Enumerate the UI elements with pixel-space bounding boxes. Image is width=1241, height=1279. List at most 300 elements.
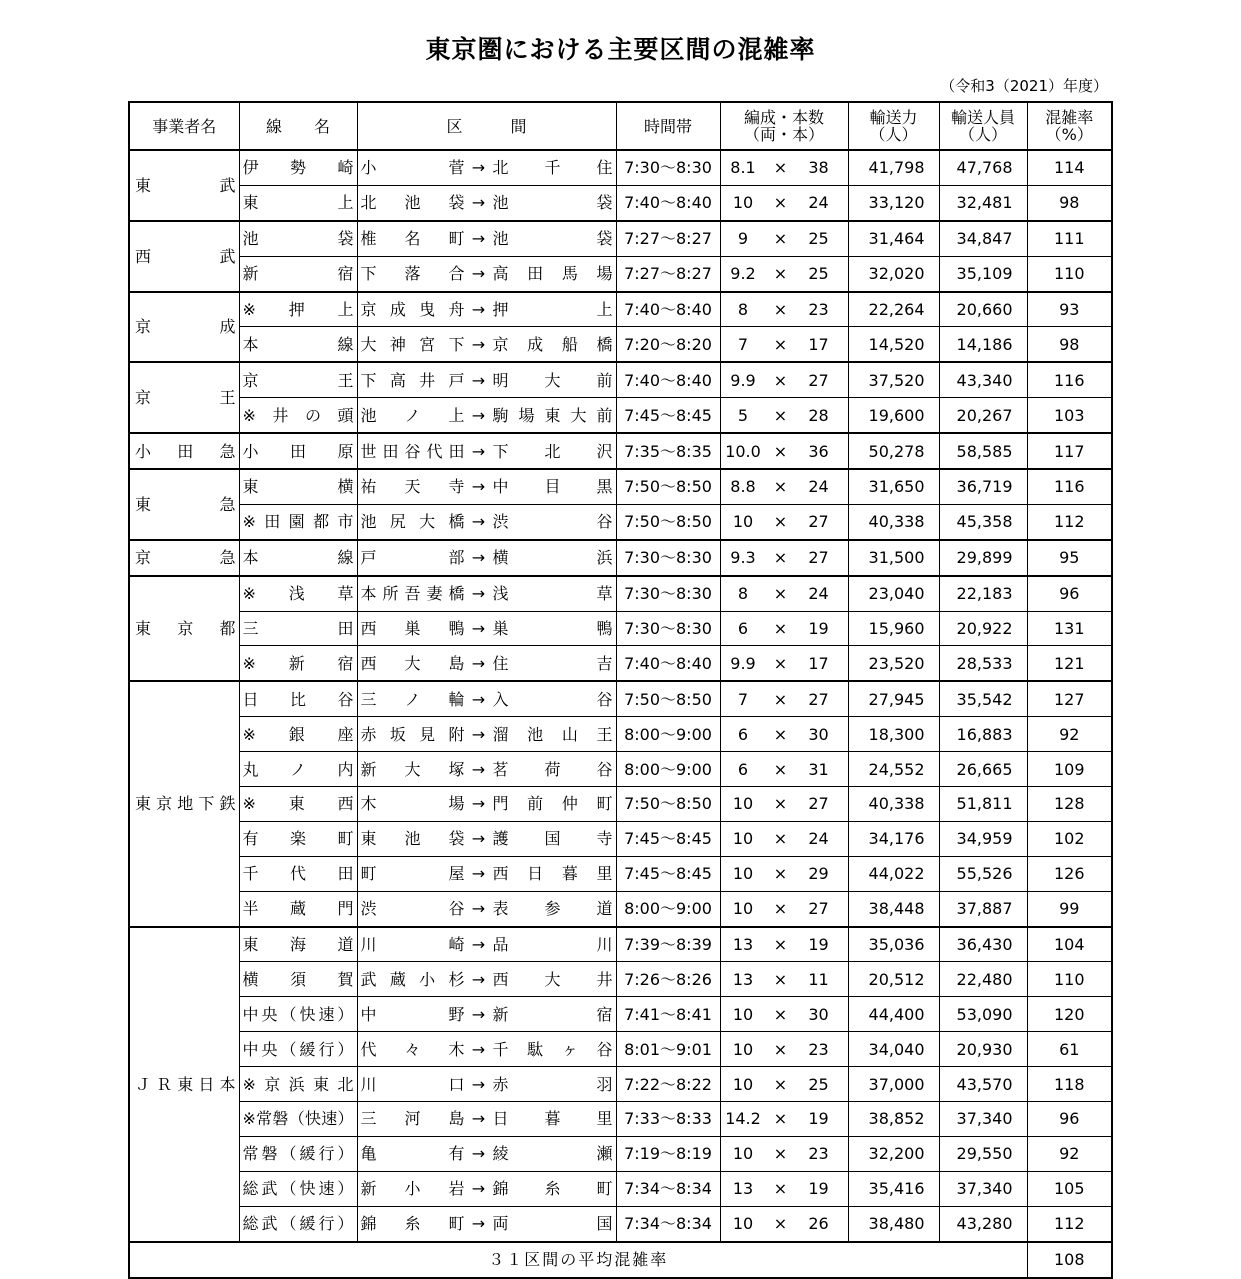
section-wrap bbox=[358, 470, 616, 504]
formation-wrap bbox=[721, 1145, 848, 1162]
passengers-value: 43,280 bbox=[939, 1206, 1027, 1241]
char: ） bbox=[337, 1144, 354, 1164]
section-arrow: → bbox=[471, 300, 486, 319]
line-cell bbox=[239, 362, 357, 397]
header-formation-line1: 編成・本数 bbox=[743, 108, 824, 127]
char: 戸 bbox=[360, 548, 377, 568]
char: 北 bbox=[360, 193, 377, 213]
operator-name bbox=[135, 549, 239, 566]
formation-wrap bbox=[721, 478, 848, 495]
line-cell bbox=[239, 576, 357, 611]
section-to-name bbox=[490, 1215, 616, 1232]
char: 池 bbox=[360, 405, 377, 425]
formation-cell bbox=[720, 433, 848, 469]
section-wrap bbox=[358, 1207, 616, 1241]
char: 成 bbox=[389, 300, 406, 319]
formation-cell bbox=[720, 185, 848, 220]
char: 田 bbox=[337, 619, 354, 639]
char: 日 bbox=[242, 689, 259, 709]
char: 瀬 bbox=[596, 1144, 613, 1164]
char: ） bbox=[337, 1214, 354, 1234]
char: 東 bbox=[313, 1074, 330, 1094]
char: 川 bbox=[360, 935, 377, 955]
formation-times: × bbox=[773, 653, 788, 673]
time-band: 7:50～8:50 bbox=[616, 469, 720, 504]
section-to bbox=[490, 936, 616, 953]
char: 中 bbox=[242, 1004, 259, 1024]
formation-trains: 27 bbox=[808, 370, 829, 390]
char: 蔵 bbox=[289, 899, 306, 919]
char: 橋 bbox=[448, 584, 465, 604]
time-band: 7:27～8:27 bbox=[616, 221, 720, 256]
formation-trains: 27 bbox=[808, 899, 829, 919]
char: 京 bbox=[177, 619, 194, 639]
passengers-value: 58,585 bbox=[939, 433, 1027, 469]
section-to-name bbox=[490, 1006, 616, 1023]
formation-wrap bbox=[721, 1215, 848, 1232]
section-wrap bbox=[358, 962, 616, 996]
section-arrow: → bbox=[471, 935, 486, 955]
section-cell bbox=[357, 787, 616, 822]
header-rate bbox=[1027, 102, 1112, 150]
section-wrap bbox=[358, 434, 616, 468]
congestion-rate: 116 bbox=[1027, 469, 1112, 504]
formation-cars: 10 bbox=[732, 899, 754, 919]
section-to-name bbox=[490, 194, 616, 211]
char: 比 bbox=[289, 689, 306, 709]
char: 武 bbox=[219, 175, 236, 195]
congestion-rate: 117 bbox=[1027, 433, 1112, 469]
passengers-value: 28,533 bbox=[939, 646, 1027, 681]
char: 日 bbox=[527, 864, 544, 884]
char: 池 bbox=[527, 724, 544, 744]
char: 座 bbox=[337, 724, 354, 744]
fiscal-year-note: （令和3（2021）年度） bbox=[940, 77, 1108, 95]
formation-times: × bbox=[773, 264, 788, 284]
char: ヶ bbox=[561, 1039, 578, 1059]
section-from bbox=[358, 478, 468, 495]
char: 速 bbox=[318, 1004, 335, 1024]
section-wrap bbox=[358, 752, 616, 786]
line-cell bbox=[239, 856, 357, 891]
section-arrow: → bbox=[471, 1179, 486, 1199]
section-from bbox=[358, 407, 468, 424]
table-row bbox=[129, 1102, 1112, 1137]
section-cell bbox=[357, 362, 616, 397]
char: 小 bbox=[135, 441, 152, 461]
char: 武 bbox=[261, 1214, 278, 1234]
section-cell bbox=[357, 962, 616, 997]
char: 戸 bbox=[448, 370, 465, 390]
char: 崎 bbox=[448, 935, 465, 955]
char: 北 bbox=[544, 441, 561, 461]
char: 黒 bbox=[596, 477, 613, 497]
congestion-rate: 109 bbox=[1027, 752, 1112, 787]
capacity-value: 31,650 bbox=[848, 469, 939, 504]
formation-cars: 7 bbox=[737, 689, 749, 709]
formation-trains: 25 bbox=[808, 229, 829, 249]
char: 谷 bbox=[596, 512, 613, 532]
char: 寺 bbox=[448, 477, 465, 497]
passengers-value: 22,480 bbox=[939, 962, 1027, 997]
section-arrow: → bbox=[471, 229, 486, 249]
section-wrap bbox=[358, 186, 616, 220]
header-capacity bbox=[848, 102, 939, 150]
operator-name bbox=[135, 389, 239, 406]
char: 東 bbox=[544, 405, 561, 425]
formation-cars: 10 bbox=[732, 1039, 754, 1059]
congestion-rate: 99 bbox=[1027, 891, 1112, 926]
formation-wrap bbox=[721, 159, 848, 176]
formation-times: × bbox=[773, 1109, 788, 1129]
operator-cell bbox=[129, 292, 239, 363]
char: 園 bbox=[288, 512, 305, 532]
line-name bbox=[240, 549, 357, 566]
char: 屋 bbox=[448, 864, 465, 884]
section-to-name bbox=[490, 691, 616, 708]
congestion-rate: 118 bbox=[1027, 1067, 1112, 1102]
passengers-value: 55,526 bbox=[939, 856, 1027, 891]
section-to bbox=[490, 761, 616, 778]
section-to bbox=[490, 513, 616, 530]
char: 押 bbox=[288, 300, 305, 319]
char: Ｒ bbox=[156, 1074, 173, 1094]
line-name bbox=[240, 407, 357, 424]
char: ） bbox=[337, 1039, 354, 1059]
section-from-name bbox=[358, 761, 468, 778]
formation-wrap bbox=[721, 513, 848, 530]
congestion-rate: 98 bbox=[1027, 327, 1112, 362]
table-row bbox=[129, 752, 1112, 787]
line-name bbox=[240, 691, 357, 708]
char: の bbox=[304, 405, 321, 425]
char: 参 bbox=[544, 899, 561, 919]
line-name bbox=[240, 443, 357, 460]
formation-cell bbox=[720, 1032, 848, 1067]
formation-times: × bbox=[773, 441, 788, 461]
formation-wrap bbox=[721, 230, 848, 247]
char: 王 bbox=[596, 724, 613, 744]
char: 緩 bbox=[299, 1214, 316, 1234]
section-arrow: → bbox=[471, 334, 486, 354]
section-wrap bbox=[358, 928, 616, 962]
formation-wrap bbox=[721, 795, 848, 812]
section-to-name bbox=[490, 1041, 616, 1058]
section-from-name bbox=[358, 1145, 468, 1162]
char: 東 bbox=[135, 619, 152, 639]
formation-cell bbox=[720, 752, 848, 787]
section-to bbox=[490, 301, 616, 318]
char: 尻 bbox=[389, 512, 406, 532]
header-passengers-line2: （人） bbox=[958, 125, 1007, 144]
char: 町 bbox=[360, 864, 377, 884]
section-from bbox=[358, 1215, 468, 1232]
section-arrow: → bbox=[471, 405, 486, 425]
section-to bbox=[490, 1076, 616, 1093]
formation-cell bbox=[720, 997, 848, 1032]
char: 千 bbox=[242, 864, 259, 884]
formation-cars: 9.9 bbox=[730, 653, 756, 673]
formation-cell bbox=[720, 362, 848, 397]
char: 西 bbox=[360, 619, 377, 639]
char: 島 bbox=[448, 1109, 465, 1129]
char: （ bbox=[280, 1004, 297, 1024]
formation-cars: 9.9 bbox=[730, 370, 756, 390]
char: 楽 bbox=[289, 829, 306, 849]
section-to-name bbox=[490, 1076, 616, 1093]
char: 錦 bbox=[360, 1214, 377, 1234]
char: 都 bbox=[219, 619, 236, 639]
line-name bbox=[240, 301, 357, 318]
section-wrap bbox=[358, 1032, 616, 1066]
section-wrap bbox=[358, 293, 616, 327]
section-to-name bbox=[490, 585, 616, 602]
char: 勢 bbox=[289, 158, 306, 178]
section-wrap bbox=[358, 612, 616, 646]
char: 谷 bbox=[596, 689, 613, 709]
formation-trains: 19 bbox=[808, 935, 829, 955]
section-to-name bbox=[490, 301, 616, 318]
formation-trains: 29 bbox=[808, 864, 829, 884]
char: 井 bbox=[272, 405, 289, 425]
section-from-name bbox=[358, 900, 468, 917]
section-from-name bbox=[358, 585, 468, 602]
formation-times: × bbox=[773, 689, 788, 709]
section-to bbox=[490, 1006, 616, 1023]
section-cell bbox=[357, 576, 616, 611]
formation-times: × bbox=[773, 724, 788, 744]
section-from bbox=[358, 1110, 468, 1127]
section-cell bbox=[357, 681, 616, 716]
formation-cars: 9.3 bbox=[730, 548, 756, 568]
formation-cars: 5 bbox=[737, 405, 749, 425]
formation-times: × bbox=[773, 584, 788, 604]
average-label: ３１区間の平均混雑率 bbox=[129, 1242, 1027, 1278]
section-to bbox=[490, 443, 616, 460]
char: 池 bbox=[492, 229, 509, 249]
char: 西 bbox=[337, 794, 354, 814]
char: 道 bbox=[337, 935, 354, 955]
section-wrap bbox=[358, 822, 616, 856]
time-band: 8:00～9:00 bbox=[616, 717, 720, 752]
formation-cell bbox=[720, 856, 848, 891]
char: 千 bbox=[544, 158, 561, 178]
char: 上 bbox=[337, 300, 354, 319]
char: 場 bbox=[518, 405, 535, 425]
formation-trains: 19 bbox=[808, 1109, 829, 1129]
time-band: 7:40～8:40 bbox=[616, 646, 720, 681]
line-name bbox=[240, 336, 357, 353]
table-row bbox=[129, 398, 1112, 433]
section-cell bbox=[357, 717, 616, 752]
section-arrow: → bbox=[471, 370, 486, 390]
formation-wrap bbox=[721, 407, 848, 424]
char: 大 bbox=[404, 653, 421, 673]
table-row bbox=[129, 540, 1112, 576]
formation-times: × bbox=[773, 864, 788, 884]
line-cell bbox=[239, 997, 357, 1032]
char: 下 bbox=[360, 264, 377, 284]
char: 塚 bbox=[448, 759, 465, 779]
formation-wrap bbox=[721, 865, 848, 882]
section-cell bbox=[357, 540, 616, 576]
section-arrow: → bbox=[471, 1144, 486, 1164]
formation-times: × bbox=[773, 405, 788, 425]
line-name bbox=[240, 936, 357, 953]
char: 田 bbox=[337, 864, 354, 884]
char: 代 bbox=[360, 1039, 377, 1059]
time-band: 7:45～8:45 bbox=[616, 821, 720, 856]
char: 新 bbox=[360, 1179, 377, 1199]
formation-wrap bbox=[721, 372, 848, 389]
header-rate-line2: （%） bbox=[1045, 125, 1093, 144]
passengers-value: 37,340 bbox=[939, 1171, 1027, 1206]
formation-cell bbox=[720, 504, 848, 539]
char: 場 bbox=[448, 794, 465, 814]
time-band: 8:01～9:01 bbox=[616, 1032, 720, 1067]
section-cell bbox=[357, 1032, 616, 1067]
section-to-name bbox=[490, 655, 616, 672]
formation-cars: 7 bbox=[737, 334, 749, 354]
table-row bbox=[129, 891, 1112, 926]
formation-trains: 25 bbox=[808, 264, 829, 284]
char: 三 bbox=[360, 1109, 377, 1129]
section-to bbox=[490, 726, 616, 743]
formation-times: × bbox=[773, 619, 788, 639]
line-cell bbox=[239, 1206, 357, 1241]
section-to-name bbox=[490, 1145, 616, 1162]
char: 東 bbox=[242, 477, 259, 497]
section-to bbox=[490, 620, 616, 637]
char: 赤 bbox=[360, 724, 377, 744]
formation-wrap bbox=[721, 620, 848, 637]
line-name bbox=[240, 971, 357, 988]
section-cell bbox=[357, 927, 616, 962]
char: 鴨 bbox=[596, 619, 613, 639]
char: 里 bbox=[596, 1109, 613, 1129]
capacity-value: 18,300 bbox=[848, 717, 939, 752]
char: 谷 bbox=[337, 689, 354, 709]
table-row bbox=[129, 927, 1112, 962]
passengers-value: 37,887 bbox=[939, 891, 1027, 926]
formation-cars: 8.8 bbox=[730, 477, 756, 497]
formation-cell bbox=[720, 681, 848, 716]
section-from bbox=[358, 936, 468, 953]
formation-wrap bbox=[721, 1076, 848, 1093]
section-to-name bbox=[490, 159, 616, 176]
section-to bbox=[490, 865, 616, 882]
section-arrow: → bbox=[471, 1039, 486, 1059]
operator-cell bbox=[129, 362, 239, 433]
char: 浅 bbox=[288, 584, 305, 604]
char: 目 bbox=[544, 477, 561, 497]
table-row bbox=[129, 787, 1112, 822]
section-from-name bbox=[358, 865, 468, 882]
char: 原 bbox=[337, 441, 354, 461]
char: 大 bbox=[419, 512, 436, 532]
char: 前 bbox=[527, 794, 544, 814]
section-arrow: → bbox=[471, 1109, 486, 1129]
section-cell bbox=[357, 327, 616, 362]
congestion-rate: 110 bbox=[1027, 256, 1112, 291]
section-from-name bbox=[358, 795, 468, 812]
formation-cars: 10 bbox=[732, 1004, 754, 1024]
section-arrow: → bbox=[471, 899, 486, 919]
char: 東 bbox=[242, 193, 259, 213]
char: 池 bbox=[492, 193, 509, 213]
capacity-value: 19,600 bbox=[848, 398, 939, 433]
char: ※ bbox=[242, 405, 256, 425]
char: 鉄 bbox=[219, 794, 236, 814]
section-from bbox=[358, 301, 468, 318]
section-to bbox=[490, 691, 616, 708]
char: 崎 bbox=[337, 158, 354, 178]
section-to bbox=[490, 1215, 616, 1232]
formation-times: × bbox=[773, 548, 788, 568]
section-to bbox=[490, 971, 616, 988]
time-band: 7:30～8:30 bbox=[616, 540, 720, 576]
char: 田 bbox=[448, 441, 465, 461]
char: 総 bbox=[242, 1214, 259, 1234]
section-wrap bbox=[358, 1102, 616, 1136]
section-wrap bbox=[358, 682, 616, 716]
formation-times: × bbox=[773, 229, 788, 249]
table-row bbox=[129, 256, 1112, 291]
formation-wrap bbox=[721, 1110, 848, 1127]
formation-wrap bbox=[721, 194, 848, 211]
formation-cell bbox=[720, 1206, 848, 1241]
capacity-value: 23,520 bbox=[848, 646, 939, 681]
capacity-value: 20,512 bbox=[848, 962, 939, 997]
capacity-value: 41,798 bbox=[848, 150, 939, 185]
char: 緩 bbox=[299, 1039, 316, 1059]
formation-cars: 9 bbox=[737, 229, 749, 249]
header-rate-line1: 混雑率 bbox=[1045, 108, 1094, 127]
char: 新 bbox=[288, 653, 305, 673]
section-from bbox=[358, 372, 468, 389]
char: 吾 bbox=[404, 584, 421, 604]
section-cell bbox=[357, 433, 616, 469]
char: 宿 bbox=[337, 264, 354, 284]
char: 入 bbox=[492, 689, 509, 709]
char: 成 bbox=[527, 334, 544, 354]
congestion-rate: 103 bbox=[1027, 398, 1112, 433]
line-name bbox=[240, 1041, 357, 1058]
section-to bbox=[490, 159, 616, 176]
char: 門 bbox=[337, 899, 354, 919]
char: 急 bbox=[219, 548, 236, 568]
section-to-name bbox=[490, 761, 616, 778]
time-band: 7:20～8:20 bbox=[616, 327, 720, 362]
char: 小 bbox=[242, 441, 259, 461]
section-to-name bbox=[490, 726, 616, 743]
char: 仲 bbox=[561, 794, 578, 814]
section-wrap bbox=[358, 787, 616, 821]
line-name bbox=[240, 865, 357, 882]
char: 海 bbox=[289, 935, 306, 955]
passengers-value: 34,847 bbox=[939, 221, 1027, 256]
char: 日 bbox=[198, 1074, 215, 1094]
char: 有 bbox=[242, 829, 259, 849]
capacity-value: 31,500 bbox=[848, 540, 939, 576]
char: 市 bbox=[337, 512, 354, 532]
capacity-value: 22,264 bbox=[848, 292, 939, 327]
section-wrap bbox=[358, 541, 616, 575]
char: 横 bbox=[242, 969, 259, 989]
formation-times: × bbox=[773, 899, 788, 919]
char: 池 bbox=[360, 512, 377, 532]
formation-times: × bbox=[773, 1214, 788, 1234]
